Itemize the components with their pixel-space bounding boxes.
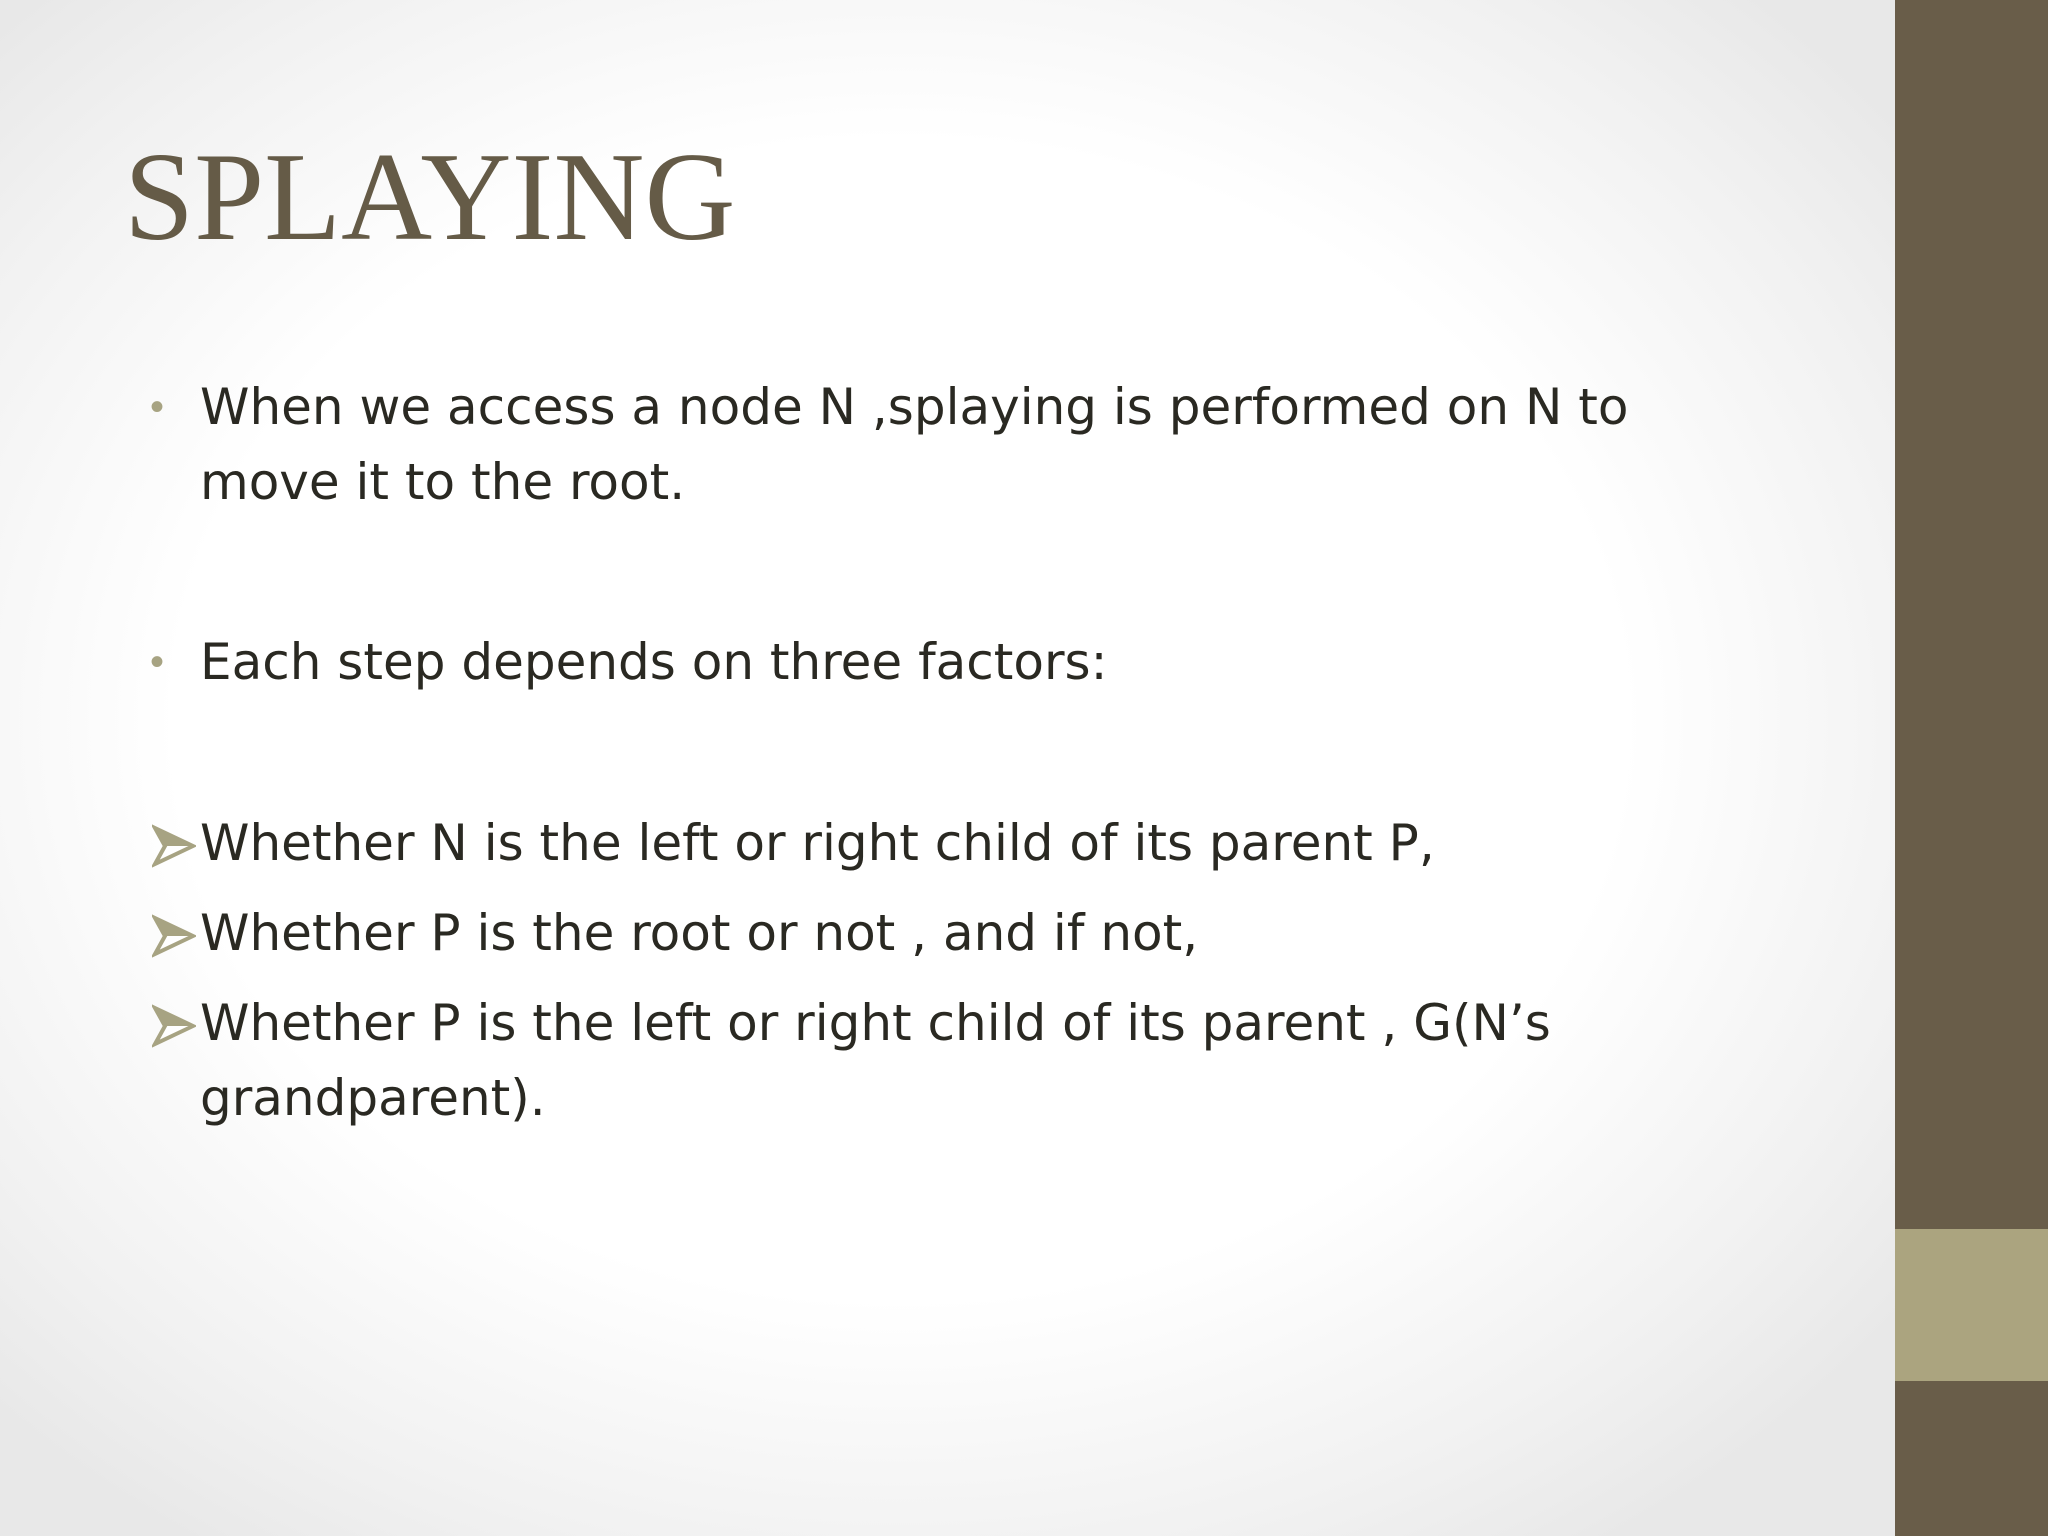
sidebar-accent-block [1895, 1229, 2048, 1381]
arrow-icon [152, 914, 196, 958]
sub-bullet-text: Whether P is the root or not , and if not, [200, 904, 1199, 962]
sub-bullet-text: Whether P is the left or right child of its parent , G(N’s grandparent). [200, 994, 1551, 1127]
sub-bullet-item [150, 896, 1710, 971]
sub-bullet-item [150, 806, 1710, 881]
bullet-text: Each step depends on three factors: [200, 633, 1108, 691]
bullet-dot: • [150, 385, 165, 429]
bullet-item [150, 370, 1710, 520]
sub-bullet-text: Whether N is the left or right child of its parent P, [200, 814, 1435, 872]
bullet-dot: • [150, 640, 165, 684]
bullet-item [150, 625, 1710, 700]
arrow-icon [152, 824, 196, 868]
sub-bullet-item [150, 986, 1710, 1136]
arrow-icon [152, 1004, 196, 1048]
slide-title: SPLAYING [124, 128, 736, 267]
bullet-text: When we access a node N ,splaying is performed on N to move it to the root. [200, 378, 1629, 511]
